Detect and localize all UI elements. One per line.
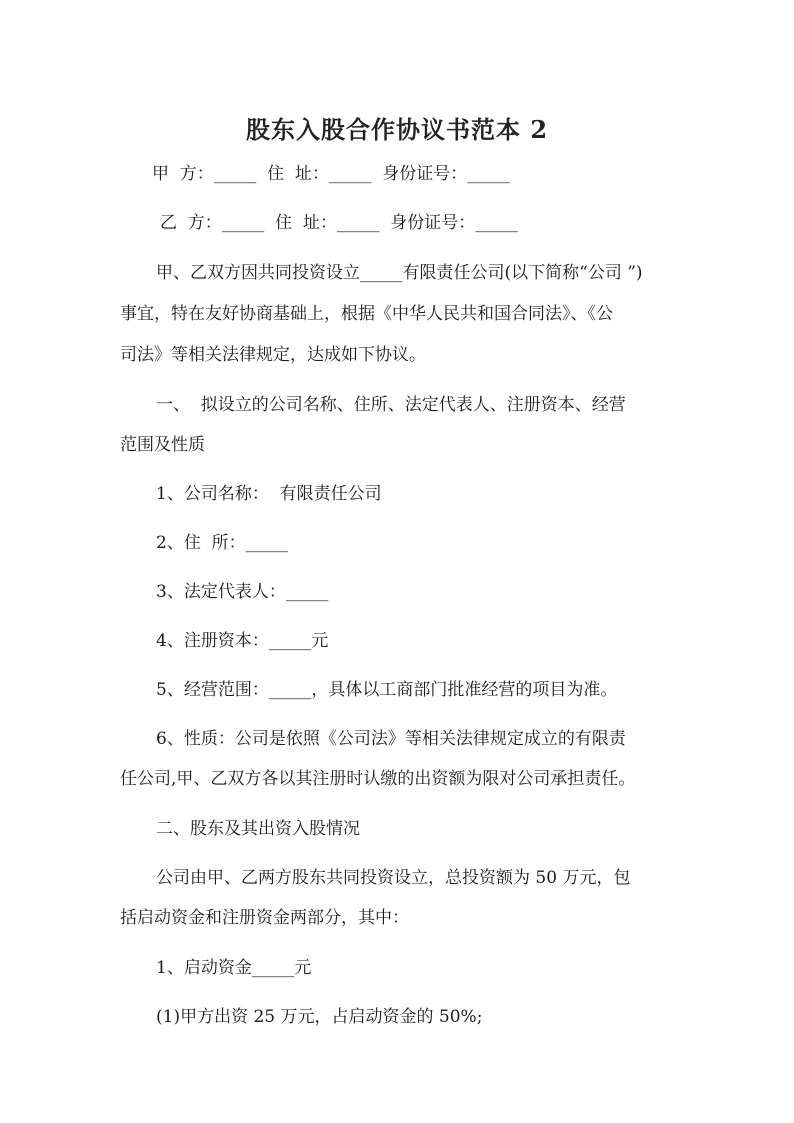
section-1-heading-line-1: 一、 拟设立的公司名称、住所、法定代表人、注册资本、经营 [156,395,626,415]
item-company-name: 1、公司名称： 有限责任公司 [156,484,382,504]
document-title: 股东入股合作协议书范本 2 [245,115,549,144]
section-2-heading: 二、股东及其出资入股情况 [156,819,360,839]
intro-line-1: 甲、乙双方因共同投资设立_____有限责任公司(以下简称“公司 ”) [156,263,643,283]
item-address: 2、住 所：_____ [156,533,289,553]
party-a-contribution-line: (1)甲方出资 25 万元，占启动资金的 50%; [156,1007,483,1027]
item-nature-line-2: 任公司,甲、乙双方各以其注册时认缴的出资额为限对公司承担责任。 [120,769,636,789]
party-a-line: 甲 方：_____ 住 址：_____ 身份证号：_____ [152,164,510,184]
item-legal-representative: 3、法定代表人：_____ [156,582,329,602]
startup-capital-line: 1、启动资金_____元 [156,958,312,978]
item-business-scope: 5、经营范围：_____，具体以工商部门批准经营的项目为准。 [156,680,618,700]
investment-line-1: 公司由甲、乙两方股东共同投资设立，总投资额为 50 万元，包 [156,868,631,888]
investment-line-2: 括启动资金和注册资金两部分，其中： [120,908,409,928]
party-b-line: 乙 方：_____ 住 址：_____ 身份证号：_____ [160,213,518,233]
item-registered-capital: 4、注册资本：_____元 [156,631,329,651]
intro-line-2: 事宜，特在友好协商基础上，根据《中华人民共和国合同法》、《公 [120,304,613,324]
section-1-heading-line-2: 范围及性质 [120,435,205,455]
intro-line-3: 司法》等相关法律规定，达成如下协议。 [120,345,426,365]
item-nature-line-1: 6、性质：公司是依照《公司法》等相关法律规定成立的有限责 [156,729,626,749]
